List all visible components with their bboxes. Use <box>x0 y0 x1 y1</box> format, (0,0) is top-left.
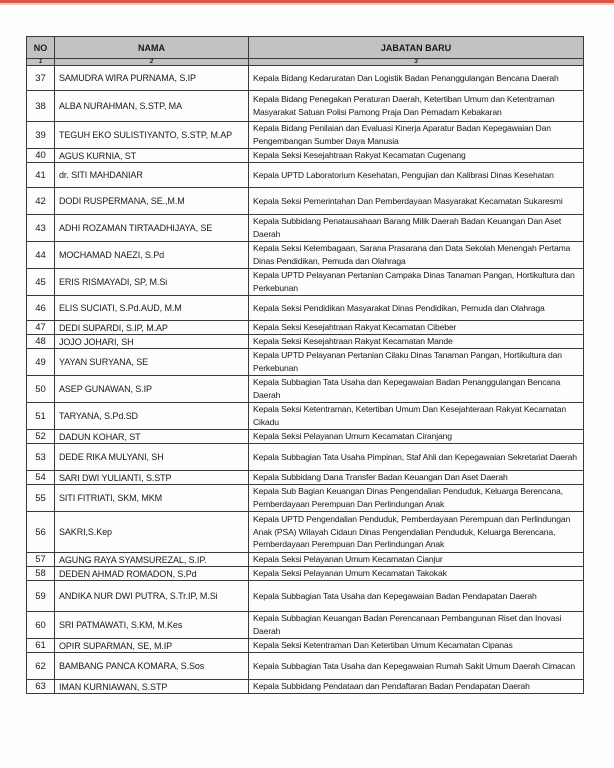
table-row <box>27 66 584 91</box>
table-row <box>27 163 584 188</box>
row-number: 57 <box>27 553 55 567</box>
table-row <box>27 242 584 269</box>
row-position: Kepala Subbidang Dana Transfer Badan Keuangan Dan Aset Daerah <box>249 471 584 485</box>
row-number: 43 <box>27 215 55 242</box>
row-position: Kepala Seksi Pelayanan Umum Kecamatan Cianjur <box>249 553 584 567</box>
row-name: DEDE RIKA MULYANI, SH <box>55 444 249 471</box>
table-row <box>27 376 584 403</box>
column-number: 1 <box>27 59 55 66</box>
table-row <box>27 335 584 349</box>
row-position: Kepala Bidang Penilaian dan Evaluasi Kinerja Aparatur Badan Kepegawaian Dan Pengembangan Sumber Daya Manusia <box>249 122 584 149</box>
header-jabatan: JABATAN BARU <box>249 37 584 59</box>
row-number: 56 <box>27 512 55 553</box>
row-number: 63 <box>27 680 55 694</box>
row-name: ASEP GUNAWAN, S.IP <box>55 376 249 403</box>
row-name: DADUN KOHAR, ST <box>55 430 249 444</box>
row-number: 50 <box>27 376 55 403</box>
row-number: 61 <box>27 639 55 653</box>
table-row <box>27 91 584 122</box>
row-position: Kepala Seksi Kelembagaan, Sarana Prasarana dan Data Sekolah Menengah Pertama Dinas Pendidikan, Pemuda dan Olahraga <box>249 242 584 269</box>
row-position: Kepala Seksi Ketentraman, Ketertiban Umum Dan Kesejahteraan Rakyat Kecamatan Cikadu <box>249 403 584 430</box>
column-number: 3 <box>249 59 584 66</box>
row-number: 55 <box>27 485 55 512</box>
header-no: NO <box>27 37 55 59</box>
row-name: JOJO JOHARI, SH <box>55 335 249 349</box>
table-row <box>27 680 584 694</box>
table-row <box>27 188 584 215</box>
row-position: Kepala Subbagian Tata Usaha dan Kepegawaian Badan Pendapatan Daerah <box>249 581 584 612</box>
row-name: SRI PATMAWATI, S.KM, M.Kes <box>55 612 249 639</box>
row-position: Kepala Subbagian Keuangan Badan Perencanaan Pembangunan Riset dan Inovasi Daerah <box>249 612 584 639</box>
table-row <box>27 122 584 149</box>
row-number: 62 <box>27 653 55 680</box>
row-position: Kepala UPTD Pelayanan Pertanian Cilaku Dinas Tanaman Pangan, Hortikultura dan Perkebunan <box>249 349 584 376</box>
row-number: 49 <box>27 349 55 376</box>
row-name: ANDIKA NUR DWI PUTRA, S.Tr.IP, M.Si <box>55 581 249 612</box>
table-row <box>27 215 584 242</box>
row-position: Kepala Seksi Kesejahtraan Rakyat Kecamatan Mande <box>249 335 584 349</box>
table-row <box>27 444 584 471</box>
row-number: 52 <box>27 430 55 444</box>
column-number-row <box>27 59 584 66</box>
row-name: SAKRI,S.Kep <box>55 512 249 553</box>
row-number: 45 <box>27 269 55 296</box>
row-position: Kepala Seksi Kesejahtraan Rakyat Kecamatan Cibeber <box>249 321 584 335</box>
table-row <box>27 581 584 612</box>
header-row <box>27 37 584 59</box>
table-row <box>27 349 584 376</box>
row-position: Kepala UPTD Laboratorium Kesehatan, Pengujian dan Kalibrasi Dinas Kesehatan <box>249 163 584 188</box>
row-name: TARYANA, S.Pd.SD <box>55 403 249 430</box>
row-position: Kepala UPTD Pelayanan Pertanian Campaka Dinas Tanaman Pangan, Hortikultura dan Perkebunan <box>249 269 584 296</box>
row-position: Kepala Seksi Pendidikan Masyarakat Dinas Pendidikan, Pemuda dan Olahraga <box>249 296 584 321</box>
table-row <box>27 403 584 430</box>
row-name: YAYAN SURYANA, SE <box>55 349 249 376</box>
table-row <box>27 512 584 553</box>
row-number: 47 <box>27 321 55 335</box>
row-position: Kepala Subbidang Penatausahaan Barang Milik Daerah Badan Keuangan Dan Aset Daerah <box>249 215 584 242</box>
row-name: TEGUH EKO SULISTIYANTO, S.STP, M.AP <box>55 122 249 149</box>
row-number: 46 <box>27 296 55 321</box>
row-name: ERIS RISMAYADI, SP, M.Si <box>55 269 249 296</box>
table-row <box>27 653 584 680</box>
row-position: Kepala Seksi Pelayanan Umum Kecamatan Takokak <box>249 567 584 581</box>
table-row <box>27 553 584 567</box>
row-number: 60 <box>27 612 55 639</box>
row-position: Kepala Subbagian Tata Usaha dan Kepegawaian Badan Penanggulangan Bencana Daerah <box>249 376 584 403</box>
row-number: 53 <box>27 444 55 471</box>
table-row <box>27 567 584 581</box>
table-row <box>27 149 584 163</box>
row-number: 51 <box>27 403 55 430</box>
table-row <box>27 321 584 335</box>
row-position: Kepala Subbagian Tata Usaha Pimpinan, Staf Ahli dan Kepegawaian Sekretariat Daerah <box>249 444 584 471</box>
row-name: DODI RUSPERMANA, SE.,M.M <box>55 188 249 215</box>
row-position: Kepala Seksi Pemerintahan Dan Pemberdayaan Masyarakat Kecamatan Sukaresmi <box>249 188 584 215</box>
column-number: 2 <box>55 59 249 66</box>
row-position: Kepala Sub Bagian Keuangan Dinas Pengendalian Penduduk, Keluarga Berencana, Pemberdayaan Perempuan Dan Perlindungan Anak <box>249 485 584 512</box>
row-name: AGUNG RAYA SYAMSUREZAL, S.IP. <box>55 553 249 567</box>
row-number: 59 <box>27 581 55 612</box>
row-number: 39 <box>27 122 55 149</box>
row-position: Kepala Subbagian Tata Usaha dan Kepegawaian Rumah Sakit Umum Daerah Cimacan <box>249 653 584 680</box>
row-number: 54 <box>27 471 55 485</box>
row-number: 42 <box>27 188 55 215</box>
row-name: MOCHAMAD NAEZI, S.Pd <box>55 242 249 269</box>
row-number: 48 <box>27 335 55 349</box>
table-row <box>27 296 584 321</box>
table-row <box>27 612 584 639</box>
top-accent-shadow <box>0 3 614 5</box>
row-number: 44 <box>27 242 55 269</box>
row-name: AGUS KURNIA, ST <box>55 149 249 163</box>
row-number: 37 <box>27 66 55 91</box>
row-position: Kepala UPTD Pengendalian Penduduk, Pemberdayaan Perempuan dan Perlindungan Anak (PSA) Wilayah Cidaun Dinas Pengendalian Penduduk, Keluarga Berencana, Pemberdayaan Perempuan Dan Perlindungan Anak <box>249 512 584 553</box>
row-position: Kepala Bidang Kedaruratan Dan Logistik Badan Penanggulangan Bencana Daerah <box>249 66 584 91</box>
row-name: BAMBANG PANCA KOMARA, S.Sos <box>55 653 249 680</box>
row-name: ELIS SUCIATI, S.Pd.AUD, M.M <box>55 296 249 321</box>
row-name: dr. SITI MAHDANIAR <box>55 163 249 188</box>
row-name: ALBA NURAHMAN, S.STP, MA <box>55 91 249 122</box>
header-nama: NAMA <box>55 37 249 59</box>
row-name: IMAN KURNIAWAN, S.STP <box>55 680 249 694</box>
row-position: Kepala Seksi Ketentraman Dan Ketertiban Umum Kecamatan Cipanas <box>249 639 584 653</box>
row-name: DEDI SUPARDI, S.IP, M.AP <box>55 321 249 335</box>
table-row <box>27 639 584 653</box>
table-row <box>27 471 584 485</box>
row-number: 58 <box>27 567 55 581</box>
row-position: Kepala Seksi Kesejahtraan Rakyat Kecamatan Cugenang <box>249 149 584 163</box>
row-name: DEDEN AHMAD ROMADON, S.Pd <box>55 567 249 581</box>
row-name: ADHI ROZAMAN TIRTAADHIJAYA, SE <box>55 215 249 242</box>
table-row <box>27 430 584 444</box>
row-position: Kepala Bidang Penegakan Peraturan Daerah, Ketertiban Umum dan Ketentraman Masyarakat Satuan Polisi Pamong Praja Dan Pemadam Kebakaran <box>249 91 584 122</box>
row-position: Kepala Subbidang Pendataan dan Pendaftaran Badan Pendapatan Daerah <box>249 680 584 694</box>
row-position: Kepala Seksi Pelayanan Umum Kecamatan Ciranjang <box>249 430 584 444</box>
officials-table <box>26 36 584 694</box>
row-name: SARI DWI YULIANTI, S.STP <box>55 471 249 485</box>
table-row <box>27 485 584 512</box>
row-name: SAMUDRA WIRA PURNAMA, S.IP <box>55 66 249 91</box>
row-number: 38 <box>27 91 55 122</box>
row-name: OPIR SUPARMAN, SE, M.IP <box>55 639 249 653</box>
row-name: SITI FITRIATI, SKM, MKM <box>55 485 249 512</box>
table-row <box>27 269 584 296</box>
row-number: 41 <box>27 163 55 188</box>
row-number: 40 <box>27 149 55 163</box>
